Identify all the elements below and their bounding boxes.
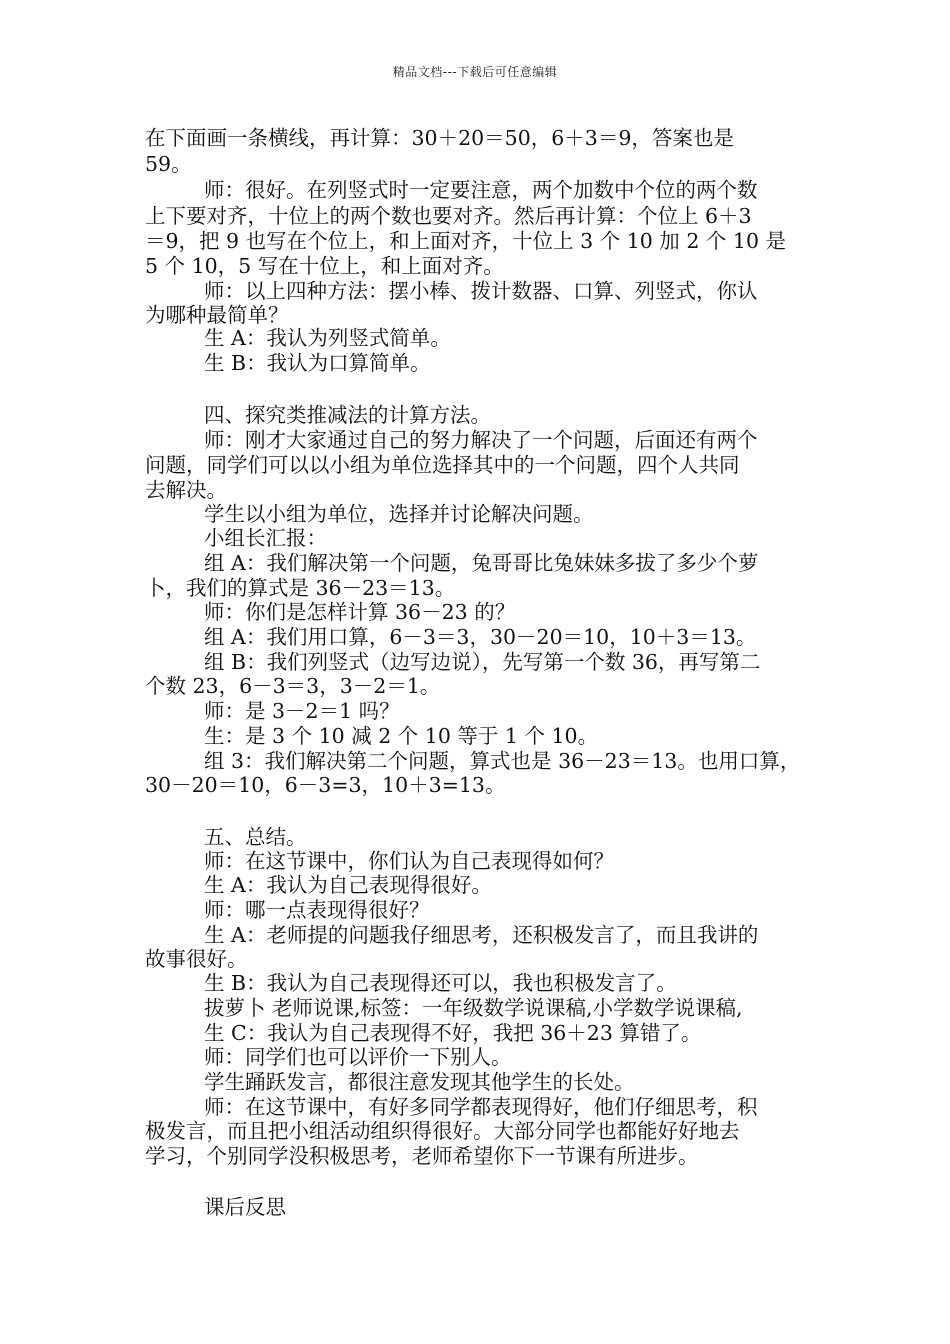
text-line: 组 A：我们解决第一个问题，兔哥哥比兔妹妹多拔了多少个萝 [204, 551, 759, 575]
text-line: 组 3：我们解决第二个问题，算式也是 36－23＝13。也用口算， [204, 749, 801, 773]
text-line: 师：在这节课中，你们认为自己表现得如何？ [204, 849, 614, 873]
text-line: 生 A：老师提的问题我仔细思考，还积极发言了，而且我讲的 [204, 923, 759, 947]
text-line: 学生踊跃发言，都很注意发现其他学生的长处。 [204, 1070, 635, 1094]
text-line: 个数 23，6－3＝3，3－2＝1。 [145, 674, 441, 698]
text-line: 师：很好。在列竖式时一定要注意，两个加数中个位的两个数 [204, 178, 758, 202]
section-heading: 五、总结。 [204, 825, 307, 849]
text-line: 生：是 3 个 10 减 2 个 10 等于 1 个 10。 [204, 724, 599, 748]
text-line: 组 A：我们用口算，6－3＝3，30－20＝10，10＋3＝13。 [204, 625, 757, 649]
text-line: 卜，我们的算式是 36－23＝13。 [145, 576, 456, 600]
text-line: 极发言，而且把小组活动组织得很好。大部分同学也都能好好地去 [145, 1119, 740, 1143]
text-line: 生 C：我认为自己表现得不好，我把 36＋23 算错了。 [204, 1021, 702, 1045]
page-header: 精品文档---下载后可任意编辑 [392, 65, 558, 79]
text-line: 去解决。 [145, 478, 227, 502]
text-line: 学生以小组为单位，选择并讨论解决问题。 [204, 502, 594, 526]
text-line: 上下要对齐，十位上的两个数也要对齐。然后再计算：个位上 6＋3 [145, 204, 752, 228]
text-line: 师：同学们也可以评价一下别人。 [204, 1045, 512, 1069]
section-heading: 课后反思 [204, 1195, 286, 1219]
text-line: 5 个 10，5 写在十位上，和上面对齐。 [145, 254, 504, 278]
text-line: 师：以上四种方法：摆小棒、拨计数器、口算、列竖式，你认 [204, 279, 758, 303]
text-line: 生 B：我认为自己表现得还可以，我也积极发言了。 [204, 971, 677, 995]
text-line: 师：你们是怎样计算 36－23 的？ [204, 600, 516, 624]
text-line: 30－20＝10，6－3=3，10＋3=13。 [145, 773, 506, 797]
text-line: 在下面画一条横线，再计算：30＋20＝50，6＋3＝9，答案也是 [145, 126, 734, 150]
text-line: 59。 [145, 152, 192, 176]
text-line: 小组长汇报： [204, 526, 327, 550]
text-line: 为哪种最简单？ [145, 303, 289, 327]
text-line: 生 B：我认为口算简单。 [204, 351, 431, 375]
section-heading: 四、探究类推减法的计算方法。 [204, 403, 491, 427]
text-line: 师：刚才大家通过自己的努力解决了一个问题，后面还有两个 [204, 428, 758, 452]
text-line: 故事很好。 [145, 947, 248, 971]
text-line: 生 A：我认为列竖式简单。 [204, 326, 451, 350]
text-line: 组 B：我们列竖式（边写边说），先写第一个数 36，再写第二 [204, 650, 761, 674]
text-line: 师：在这节课中，有好多同学都表现得好，他们仔细思考，积 [204, 1095, 758, 1119]
text-line: 拔萝卜 老师说课,标签：一年级数学说课稿,小学数学说课稿, [204, 996, 743, 1020]
text-line: 师：是 3－2＝1 吗？ [204, 699, 400, 723]
text-line: 师：哪一点表现得很好？ [204, 898, 430, 922]
text-line: 问题，同学们可以以小组为单位选择其中的一个问题，四个人共同 [145, 453, 740, 477]
text-line: 生 A：我认为自己表现得很好。 [204, 873, 492, 897]
text-line: ＝9，把 9 也写在个位上，和上面对齐，十位上 3 个 10 加 2 个 10 是 [145, 229, 787, 253]
text-line: 学习，个别同学没积极思考，老师希望你下一节课有所进步。 [145, 1144, 699, 1168]
